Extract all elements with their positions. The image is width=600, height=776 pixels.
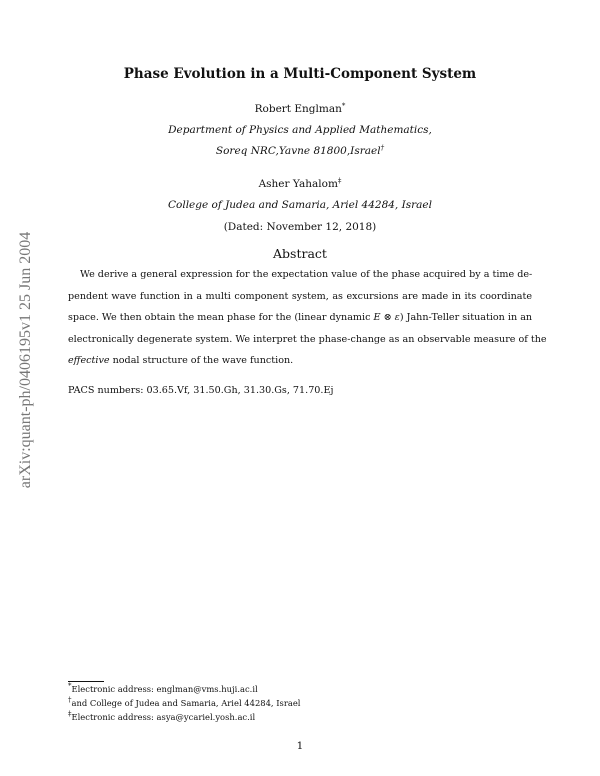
footnote-mark: ‡ [68,710,72,718]
footnote-mark: * [341,102,346,110]
abstract-line: electronically degenerate system. We interpret the phase-change as an observable measure of the [68,333,547,345]
footnote-mark: ‡ [337,177,342,185]
footnote-mark: † [68,696,72,704]
footnote-text: and College of Judea and Samaria, Ariel 44284, Israel [71,698,301,708]
footnote-mark: * [68,682,72,690]
math-symbol: E ⊗ ε [373,312,400,323]
author-yahalom [0,178,600,190]
footnote [68,712,255,722]
affiliation-text: Soreq NRC,Yavne 81800,Israel [215,145,381,157]
author-englman [0,103,600,115]
abstract-text: nodal structure of the wave function. [109,355,294,366]
abstract-line [68,350,532,372]
affiliation-line: Department of Physics and Applied Mathematics, [168,124,432,136]
footnote-text: Electronic address: asya@ycariel.yosh.ac.il [71,712,256,722]
affiliation-line [0,145,600,157]
arxiv-stamp: arXiv:quant-ph/0406195v1 25 Jun 2004 [17,231,34,489]
author-name: Asher Yahalom [258,178,338,190]
footnote-text: Electronic address: englman@vms.huji.ac.il [71,684,258,694]
footnote-mark: † [380,144,385,152]
affiliation-line: College of Judea and Samaria, Ariel 44284, Israel [167,199,432,211]
emphasis: effective [68,355,110,366]
date-line: (Dated: November 12, 2018) [223,221,377,233]
abstract-line: pendent wave function in a multi component system, as excursions are made in its coordinate [68,290,532,302]
footnote [68,684,258,694]
abstract-text: space. We then obtain the mean phase for the (linear dynamic [68,312,371,323]
abstract-line [68,307,532,329]
pacs-numbers: PACS numbers: 03.65.Vf, 31.50.Gh, 31.30.Gs, 71.70.Ej [68,385,334,396]
page-number: 1 [296,740,304,752]
footnote-rule [68,681,104,682]
paper-title: Phase Evolution in a Multi-Component System [123,66,477,82]
abstract-text: ) Jahn-Teller situation in an [399,312,533,323]
author-name: Robert Englman [254,103,342,115]
abstract-heading: Abstract [273,246,327,261]
footnote [68,698,301,708]
abstract-line: We derive a general expression for the expectation value of the phase acquired by a time de- [80,269,533,280]
abstract-body [68,264,547,372]
